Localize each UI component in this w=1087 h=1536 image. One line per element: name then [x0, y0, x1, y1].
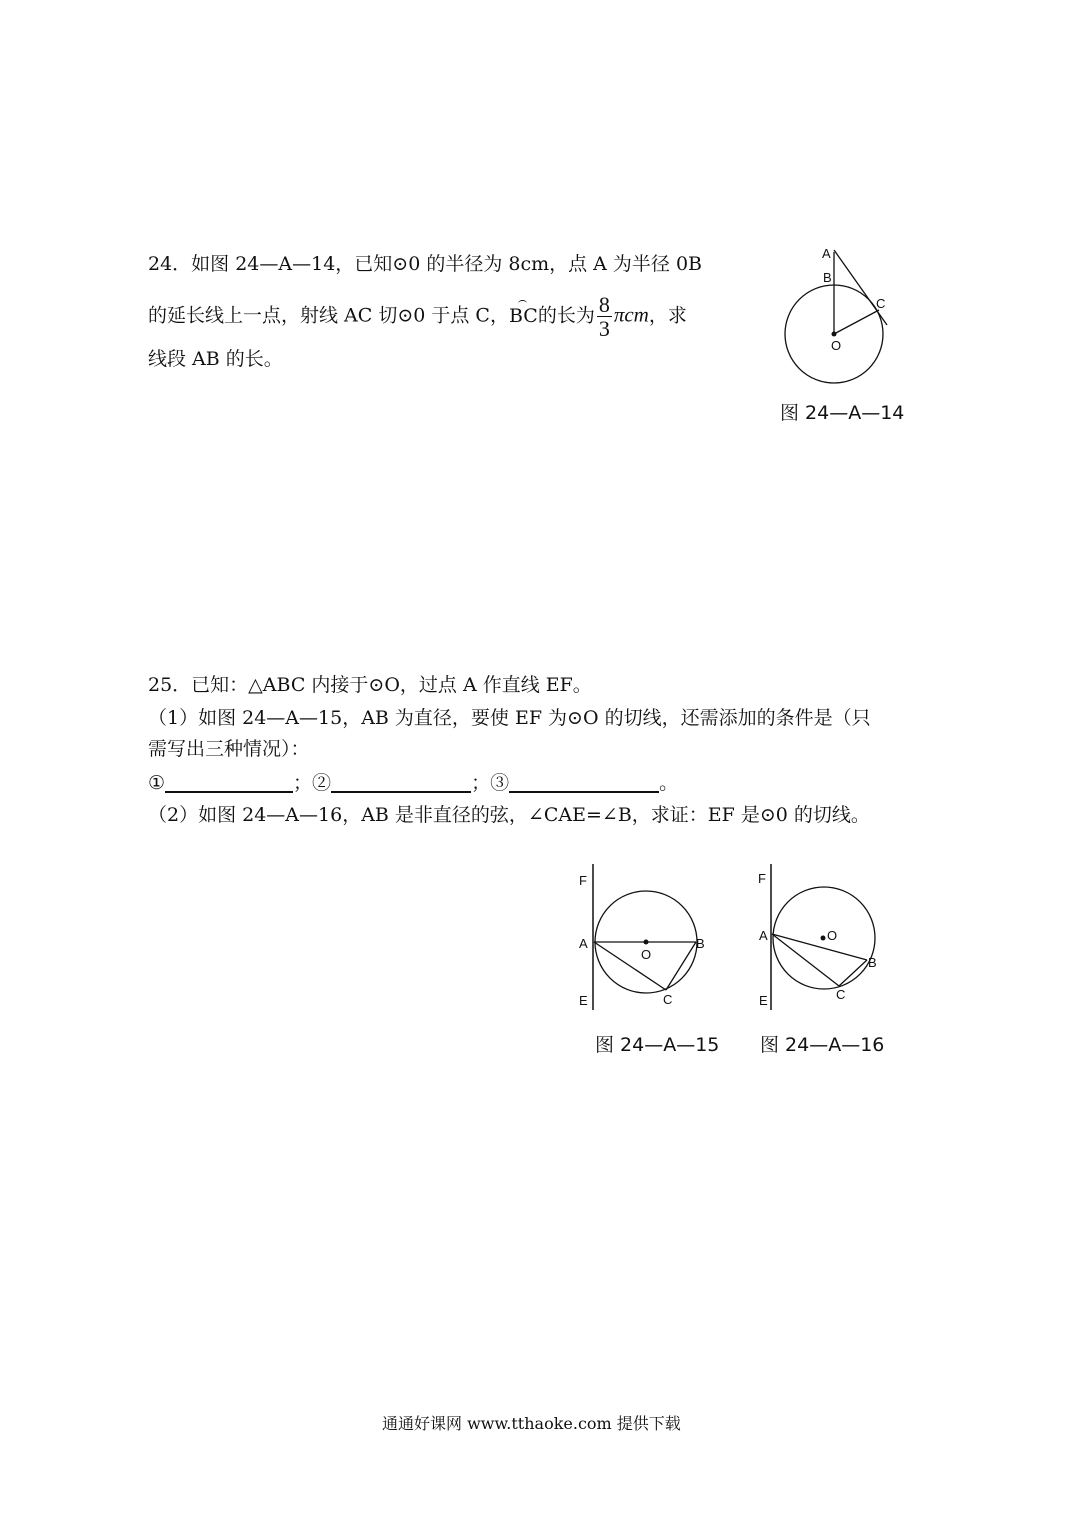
- q24-line1: 24．如图 24—A—14，已知⊙0 的半径为 8cm，点 A 为半径 0B: [148, 253, 703, 275]
- label-b: B: [696, 936, 705, 951]
- label-b: B: [823, 270, 832, 285]
- unit-pi-cm: πcm: [613, 302, 649, 327]
- label-o: O: [831, 338, 842, 353]
- radius-oc: [834, 310, 879, 334]
- answer-blank-1[interactable]: [165, 773, 293, 793]
- fraction-numerator: 8: [598, 292, 610, 317]
- q24-line2-mid: 的长为: [537, 304, 595, 327]
- center-point: [832, 332, 837, 337]
- center-point: [821, 936, 826, 941]
- q25-line2: （1）如图 24—A—15，AB 为直径，要使 EF 为⊙O 的切线，还需添加的条件是（只: [148, 707, 871, 729]
- label-a: A: [579, 936, 588, 951]
- label-c: C: [876, 296, 886, 311]
- q24-line2-post: ，求: [648, 304, 687, 327]
- label-a: A: [822, 246, 831, 261]
- q25-line5: （2）如图 24—A—16，AB 是非直径的弦，∠CAE=∠B，求证：EF 是⊙0 的切线。: [148, 804, 870, 826]
- label-a: A: [759, 928, 768, 943]
- label-f: F: [579, 873, 587, 888]
- answer-blank-3[interactable]: [509, 773, 659, 793]
- q25-line3: 需写出三种情况）：: [148, 738, 310, 760]
- label-f: F: [758, 871, 766, 886]
- figure-24-a-14: [770, 240, 900, 390]
- chord-ac: [594, 942, 666, 990]
- chord-ab: [772, 934, 867, 960]
- label-e: E: [759, 993, 768, 1008]
- page-footer: 通通好课网 www.tthaoke.com 提供下载: [382, 1414, 681, 1433]
- mark-1: ①: [148, 772, 166, 794]
- q25-line4: [148, 773, 678, 793]
- caption-24-a-14: 图 24—A—14: [780, 402, 905, 424]
- q24-line2: [148, 293, 687, 340]
- chord-bc: [839, 960, 867, 986]
- fraction-denominator: 3: [598, 316, 610, 342]
- label-o: O: [641, 947, 652, 962]
- line-end: 。: [659, 772, 679, 794]
- q24-line2-pre: 的延长线上一点，射线 AC 切⊙0 于点 C，: [148, 304, 509, 327]
- tangent-ac: [834, 250, 887, 325]
- q24-line3: 线段 AB 的长。: [148, 348, 283, 370]
- mark-3: ；③: [471, 772, 510, 794]
- caption-24-a-16: 图 24—A—16: [760, 1034, 885, 1056]
- figure-24-a-15: [575, 860, 715, 1020]
- figure-24-a-16: [755, 860, 895, 1020]
- label-e: E: [579, 993, 588, 1008]
- label-c: C: [836, 987, 846, 1002]
- label-c: C: [663, 992, 673, 1007]
- label-b: B: [868, 955, 877, 970]
- fraction: [597, 293, 612, 340]
- center-point: [644, 940, 649, 945]
- q25-line1: 25．已知：△ABC 内接于⊙O，过点 A 作直线 EF。: [148, 674, 592, 696]
- caption-24-a-15: 图 24—A—15: [595, 1034, 720, 1056]
- arc-bc: BC: [508, 304, 538, 327]
- answer-blank-2[interactable]: [331, 773, 471, 793]
- mark-2: ；②: [293, 772, 332, 794]
- label-o: O: [827, 928, 838, 943]
